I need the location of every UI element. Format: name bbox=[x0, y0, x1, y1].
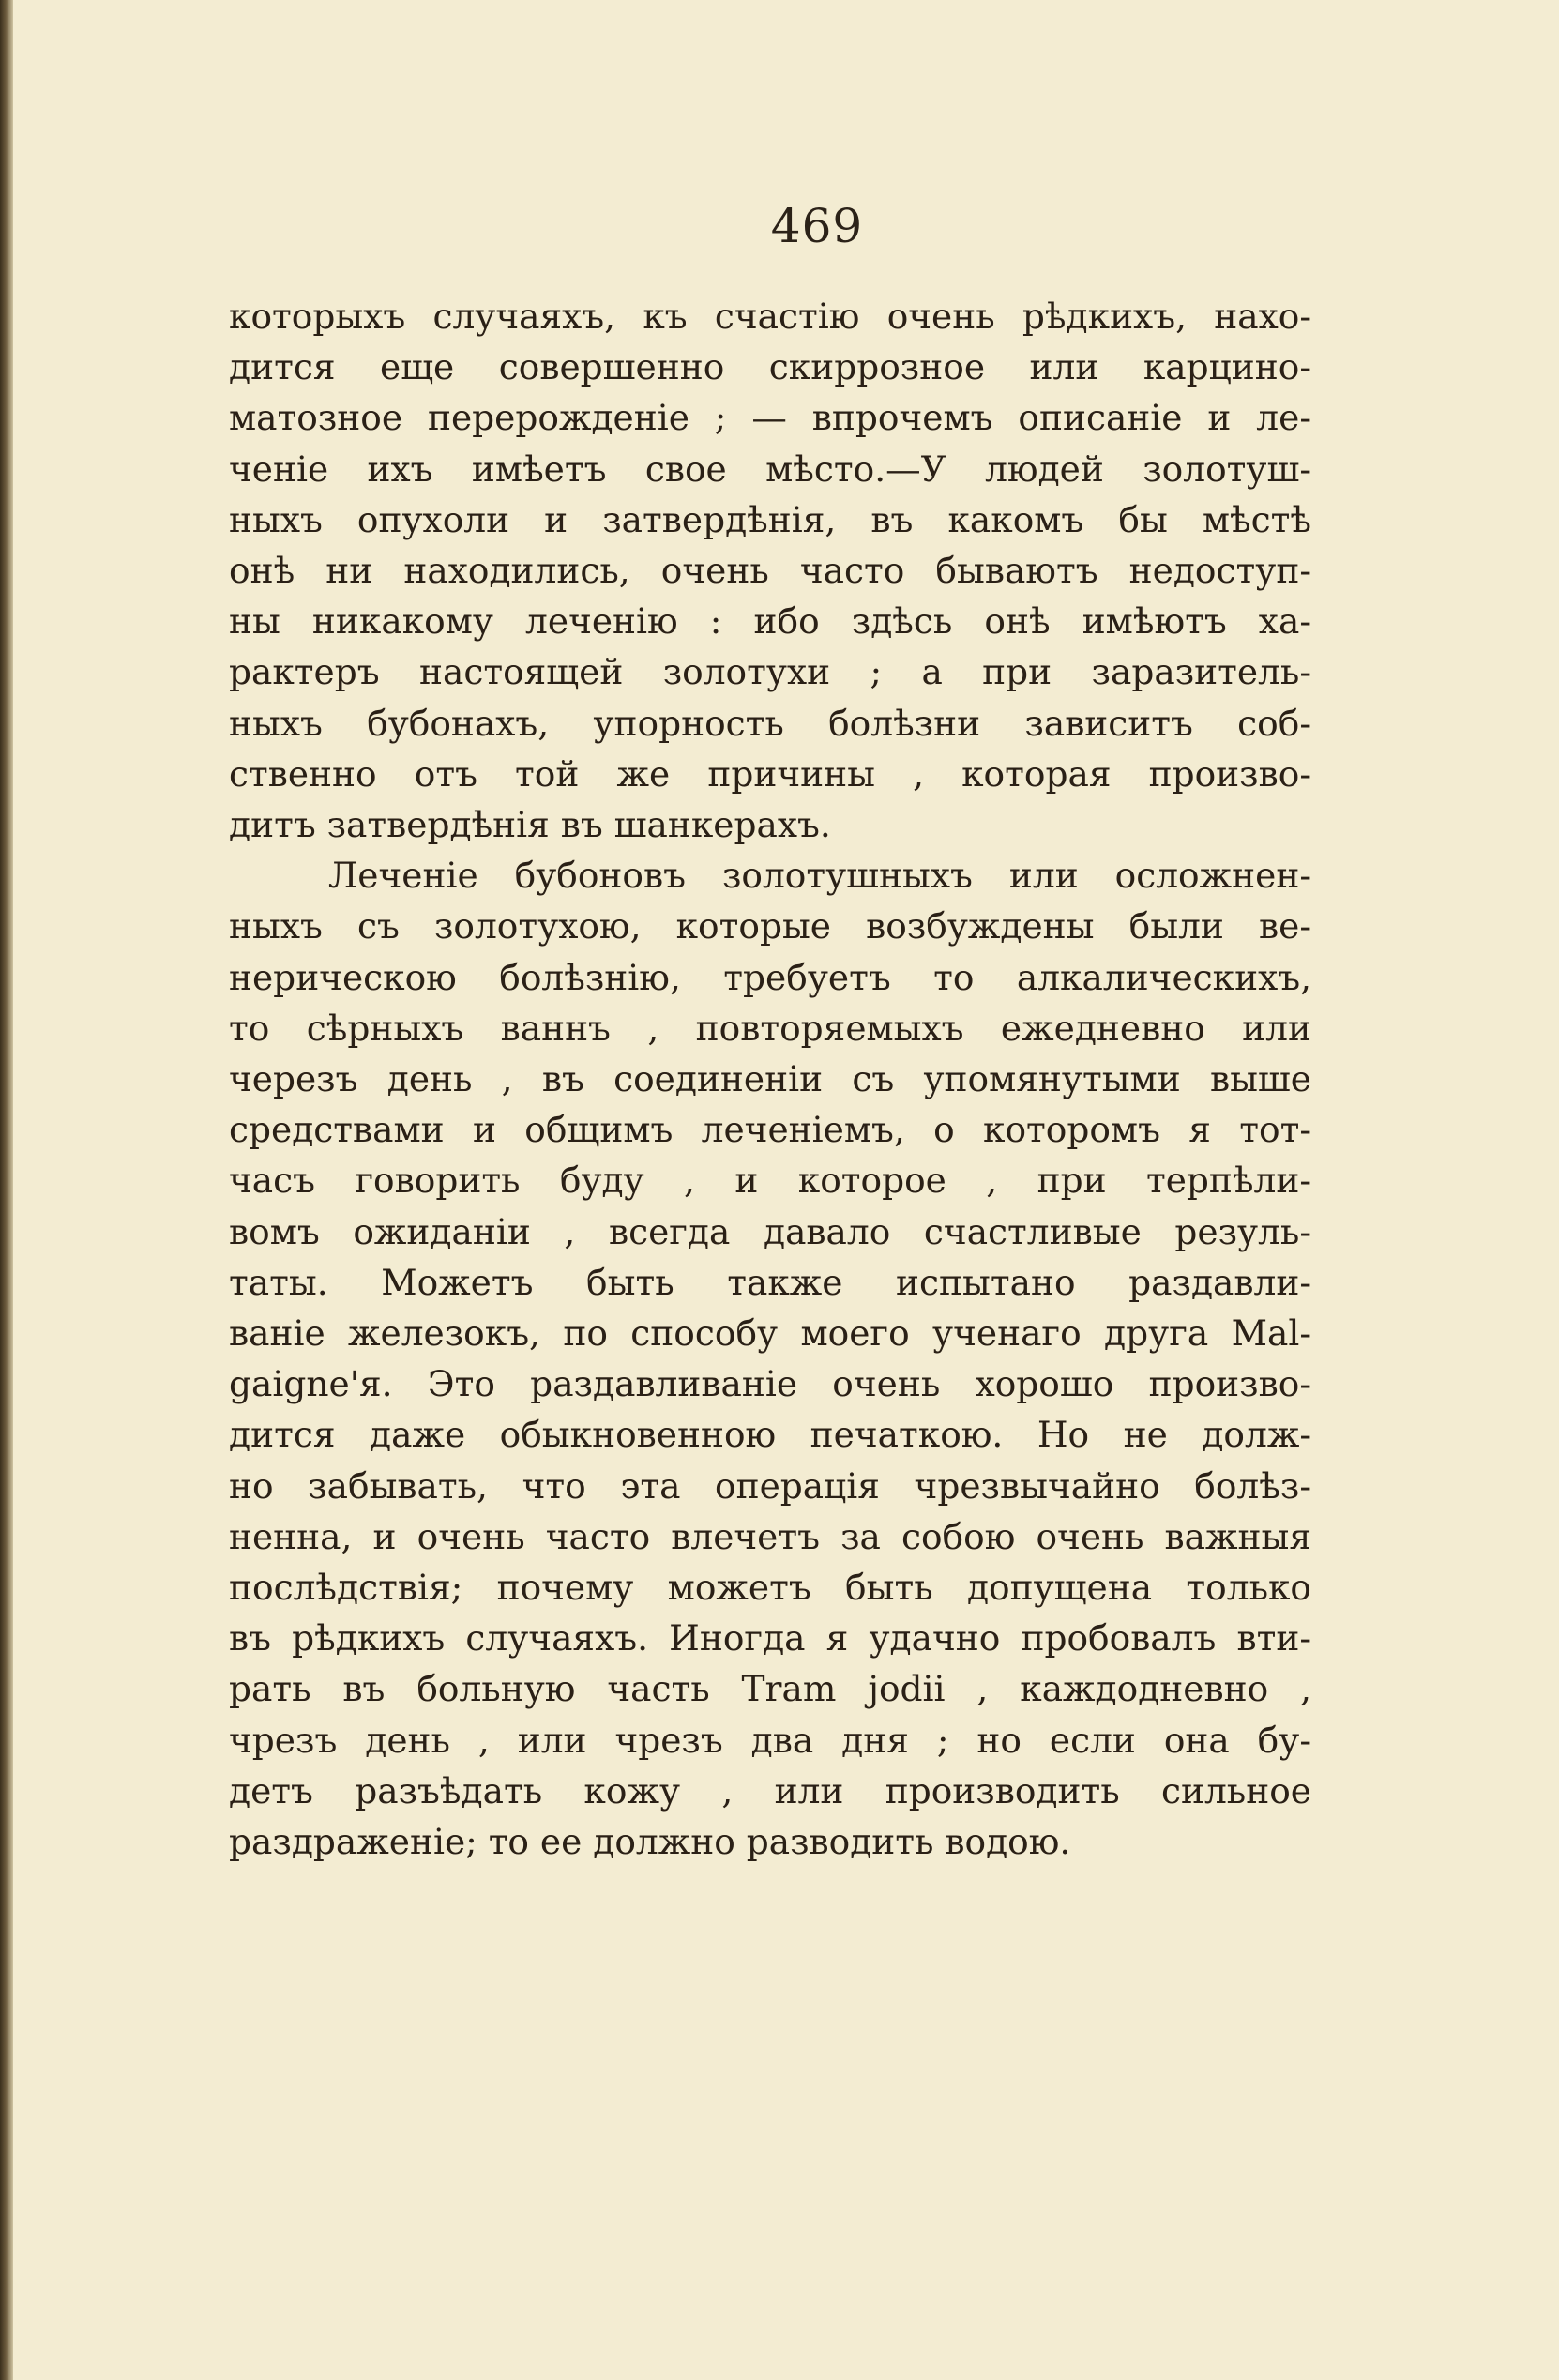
body-text bbox=[229, 291, 1311, 1867]
text-line: ныхъ опухоли и затвердѣнія, въ какомъ бы мѣстѣ bbox=[229, 498, 1311, 540]
text-line: но забывать, что эта операція чрезвычайно болѣз- bbox=[229, 1464, 1311, 1507]
text-line: черезъ день , въ соединеніи съ упомянутыми выше bbox=[229, 1058, 1311, 1100]
text-line: то сѣрныхъ ваннъ , повторяемыхъ ежедневно или bbox=[229, 1007, 1311, 1049]
text-line: ваніе железокъ, по способу моего ученаго друга Mal- bbox=[229, 1312, 1311, 1355]
page-number: 469 bbox=[770, 199, 864, 253]
text-line: таты. Можетъ быть также испытано раздавли- bbox=[229, 1261, 1311, 1303]
paragraph bbox=[229, 291, 1311, 850]
text-line: часъ говорить буду , и которое , при терпѣли- bbox=[229, 1160, 1311, 1202]
text-line: чрезъ день , или чрезъ два дня ; но если она бу- bbox=[229, 1719, 1311, 1761]
text-line: дится даже обыкновенною печаткою. Но не долж- bbox=[229, 1414, 1311, 1456]
paragraph bbox=[229, 850, 1311, 1867]
text-line: послѣдствія; почему можетъ быть допущена только bbox=[229, 1567, 1311, 1609]
text-line: которыхъ случаяхъ, къ счастію очень рѣдкихъ, нахо- bbox=[229, 296, 1311, 337]
text-line: ны никакому леченію : ибо здѣсь онѣ имѣютъ ха- bbox=[229, 600, 1311, 643]
text-line: ненна, и очень часто влечетъ за собою очень важныя bbox=[229, 1515, 1311, 1557]
text-line: рактеръ настоящей золотухи ; а при заразитель- bbox=[229, 651, 1311, 693]
text-line: вомъ ожиданіи , всегда давало счастливые резуль- bbox=[229, 1210, 1311, 1252]
text-line: gaigne'я. Это раздавливаніе очень хорошо произво- bbox=[229, 1363, 1311, 1405]
page-binding-edge bbox=[0, 0, 13, 2380]
text-line: ственно отъ той же причины , которая произво- bbox=[229, 752, 1311, 795]
text-line: дится еще совершенно скиррозное или карцино- bbox=[229, 346, 1311, 388]
text-line: нерическою болѣзнію, требуетъ то алкалическихъ, bbox=[229, 956, 1311, 998]
text-line: дитъ затвердѣнія въ шанкерахъ. bbox=[229, 804, 831, 846]
text-line: рать въ больную часть Tram jodii , каждодневно , bbox=[229, 1668, 1311, 1710]
text-line: матозное перерожденіе ; — впрочемъ описаніе и ле- bbox=[229, 397, 1311, 439]
text-line: въ рѣдкихъ случаяхъ. Иногда я удачно пробовалъ вти- bbox=[229, 1617, 1311, 1660]
text-line: Леченіе бубоновъ золотушныхъ или осложнен- bbox=[328, 855, 1311, 897]
text-line: онѣ ни находились, очень часто бываютъ недоступ- bbox=[229, 550, 1311, 592]
text-line: раздраженіе; то ее должно разводить водою. bbox=[229, 1821, 1071, 1863]
text-line: ныхъ съ золотухою, которые возбуждены были ве- bbox=[229, 905, 1311, 947]
text-line: детъ разъѣдать кожу , или производить сильное bbox=[229, 1769, 1311, 1812]
text-line: ченіе ихъ имѣетъ свое мѣсто.—У людей золотуш- bbox=[229, 447, 1311, 490]
text-line: ныхъ бубонахъ, упорность болѣзни зависитъ соб- bbox=[229, 702, 1311, 744]
text-line: средствами и общимъ леченіемъ, о которомъ я тот- bbox=[229, 1109, 1311, 1151]
